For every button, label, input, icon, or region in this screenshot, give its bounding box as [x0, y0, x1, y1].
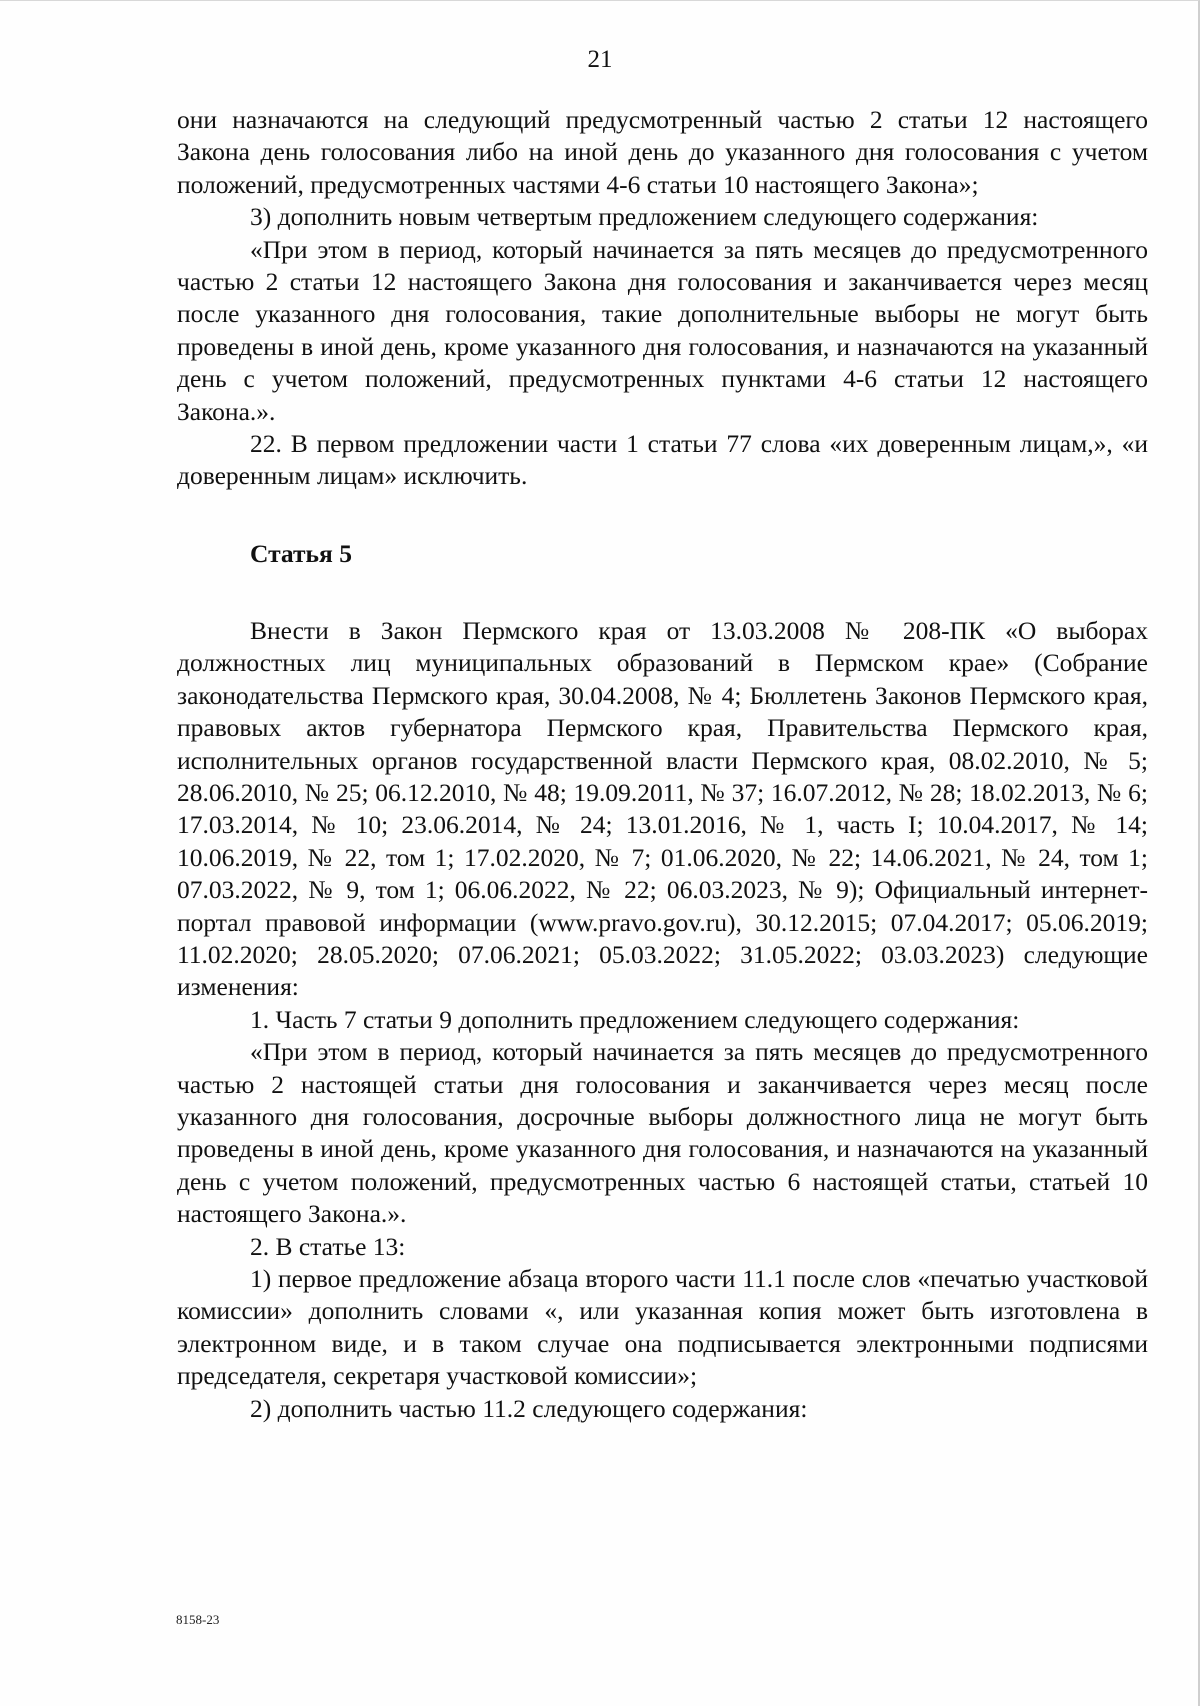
document-code: 8158-23 [176, 1612, 220, 1627]
paragraph: они назначаются на следующий предусмотренный частью 2 статьи 12 настоящего Закона день голосования либо на иной день до указанного дня голосования с учетом положений, предусмотренных частями 4-6 статьи 10 настоящего Закона»; [177, 105, 1148, 199]
paragraph: 22. В первом предложении части 1 статьи 77 слова «их доверенным лицам,», «и доверенным лицам» исключить. [177, 429, 1148, 491]
paragraph: 2. В статье 13: [250, 1231, 406, 1261]
paragraph: 2) дополнить частью 11.2 следующего содержания: [250, 1393, 808, 1423]
paragraph: «При этом в период, который начинается за пять месяцев до предусмотренного частью 2 настоящей статьи дня голосования и заканчивается через месяц после указанного дня голосования, досрочные выборы должностного лица не могут быть проведены в иной день, кроме указанного дня голосования, и назначаются на указанный день с учетом положений, предусмотренных частью 6 настоящей статьи, статьей 10 настоящего Закона.». [177, 1037, 1148, 1229]
document-body [177, 104, 1148, 1425]
page-number: 21 [587, 46, 613, 73]
paragraph: Внести в Закон Пермского края от 13.03.2008 № 208-ПК «О выборах должностных лиц муниципальных образований в Пермском крае» (Собрание законодательства Пермского края, 30.04.2008, № 4; Бюллетень Законов Пермского края, правовых актов губернатора Пермского края, Правительства Пермского края, исполнительных органов государственной власти Пермского края, 08.02.2010, № 5; 28.06.2010, № 25; 06.12.2010, № 48; 19.09.2011, № 37; 16.07.2012, № 28; 18.02.2013, № 6; 17.03.2014, № 10; 23.06.2014, № 24; 13.01.2016, № 1, часть I; 10.04.2017, № 14; 10.06.2019, № 22, том 1; 17.02.2020, № 7; 01.06.2020, № 22; 14.06.2021, № 24, том 1; 07.03.2022, № 9, том 1; 06.06.2022, № 22; 06.03.2023, № 9); Официальный интернет-портал правовой информации (www.pravo.gov.ru), 30.12.2015; 07.04.2017; 05.06.2019; 11.02.2020; 28.05.2020; 07.06.2021; 05.03.2022; 31.05.2022; 03.03.2023) следующие изменения: [177, 615, 1148, 1002]
article-heading: Статья 5 [250, 538, 352, 568]
paragraph: «При этом в период, который начинается за пять месяцев до предусмотренного частью 2 статьи 12 настоящего Закона дня голосования и заканчивается через месяц после указанного дня голосования, такие дополнительные выборы не могут быть проведены в иной день, кроме указанного дня голосования, и назначаются на указанный день с учетом положений, предусмотренных пунктами 4-6 статьи 12 настоящего Закона.». [177, 234, 1148, 426]
paragraph: 1. Часть 7 статьи 9 дополнить предложением следующего содержания: [250, 1004, 1020, 1034]
paragraph: 3) дополнить новым четвертым предложением следующего содержания: [250, 202, 1039, 232]
paragraph: 1) первое предложение абзаца второго части 11.1 после слов «печатью участковой комиссии» дополнить словами «, или указанная копия может быть изготовлена в электронном виде, и в таком случае она подписывается электронными подписями председателя, секретаря участковой комиссии»; [177, 1264, 1148, 1391]
